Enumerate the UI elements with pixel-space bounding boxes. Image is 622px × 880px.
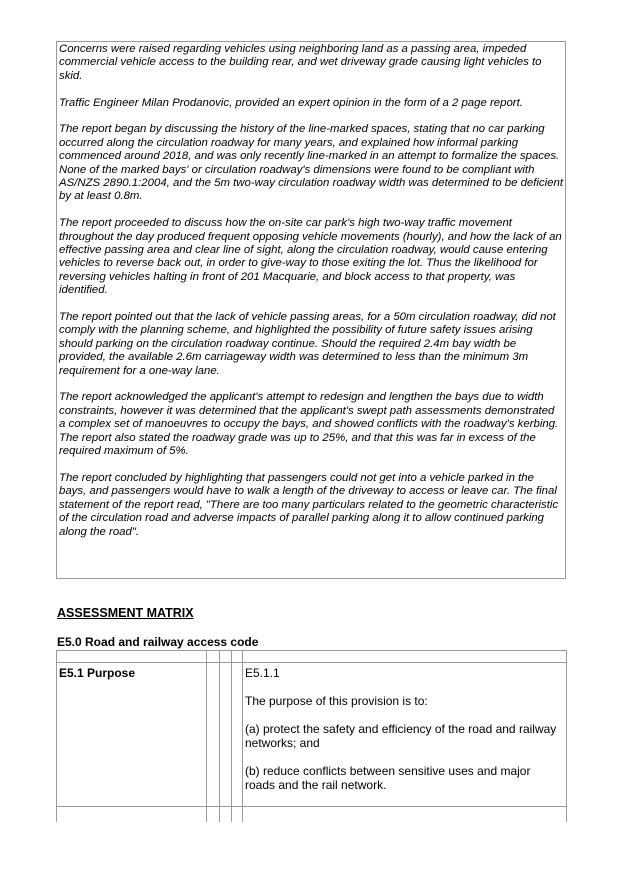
table-border-left: [56, 650, 57, 822]
provision-item-b: (b) reduce conflicts between sensitive uses and major roads and the rail network.: [245, 764, 531, 792]
assessment-matrix-table: [56, 650, 567, 822]
report-paragraph: The report acknowledged the applicant's attempt to redesign and lengthen the bays due to width constraints, however it was determined that the applicant's swept path assessments demonstrated a complex set of manoeuvres to occupy the bays, and showed conflicts with the roadway's kerbing. The report also stated the roadway grade was up to 25%, and that this was far in excess of the required maximum of 5%.: [59, 391, 559, 458]
code-title: E5.0 Road and railway access code: [57, 635, 259, 649]
report-paragraph: The report began by discussing the history of the line-marked spaces, stating that no car parking occurred along the circulation roadway for many years, and explained how informal parking commenced around 2018, and was only recently line-marked in an attempt to formalize the spaces. None of the marked bays' or circulation roadway's dimensions were found to be compliant with AS/NZS 2890.1:2004, and the 5m two-way circulation roadway width was determined to be deficient by at least 0.8m.: [59, 123, 563, 203]
table-border-top: [56, 650, 567, 651]
report-paragraph: The report concluded by highlighting that passengers could not get into a vehicle parked in the bays, and passengers would have to walk a length of the driveway to access or leave car. The final statement of the report read, "There are too many particulars related to the geometric characteristic of the circulation road and adverse impacts of parallel parking along it to allow continued parking along the road".: [59, 471, 559, 538]
table-column-rule: [242, 650, 243, 822]
provision-item-a: (a) protect the safety and efficiency of the road and railway networks; and: [245, 722, 557, 750]
provision-intro: The purpose of this provision is to:: [245, 694, 428, 708]
report-paragraph: The report proceeded to discuss how the on-site car park's high two-way traffic movement throughout the day produced frequent opposing vehicle movements (hourly), and how the lack of an effective passing area and clear line of sight, along the circulation roadway, would cause entering vehicles to reverse back out, in order to give-way to those exiting the lot. Thus the likelihood for reversing vehicles halting in front of 201 Macquarie, and block access to that property, was identified.: [59, 217, 562, 297]
purpose-label: E5.1 Purpose: [59, 666, 136, 680]
report-paragraph: The report pointed out that the lack of vehicle passing areas, for a 50m circulation roadway, did not comply with the planning scheme, and highlighted the possibility of future safety issues arising should parking on the circulation roadway continue. Should the required 2.4m bay width be provided, the available 2.6m carriageway width was determined to less than the minimum 3m requirement for a one-way lane.: [59, 311, 556, 377]
table-header-rule: [56, 662, 567, 663]
table-column-rule: [219, 650, 220, 822]
provision-cell: [245, 666, 563, 806]
assessment-matrix-heading: ASSESSMENT MATRIX: [57, 606, 194, 620]
table-column-rule: [206, 650, 207, 822]
table-column-rule: [231, 650, 232, 822]
report-paragraph: Concerns were raised regarding vehicles using neighboring land as a passing area, impeded commercial vehicle access to the building rear, and wet driveway grade causing light vehicles to skid.: [59, 43, 542, 82]
report-paragraph: Traffic Engineer Milan Prodanovic, provided an expert opinion in the form of a 2 page report.: [59, 96, 523, 109]
table-border-right: [566, 650, 567, 822]
report-summary-box: [56, 41, 566, 579]
provision-clause: E5.1.1: [245, 666, 280, 680]
table-row-rule: [56, 806, 567, 807]
